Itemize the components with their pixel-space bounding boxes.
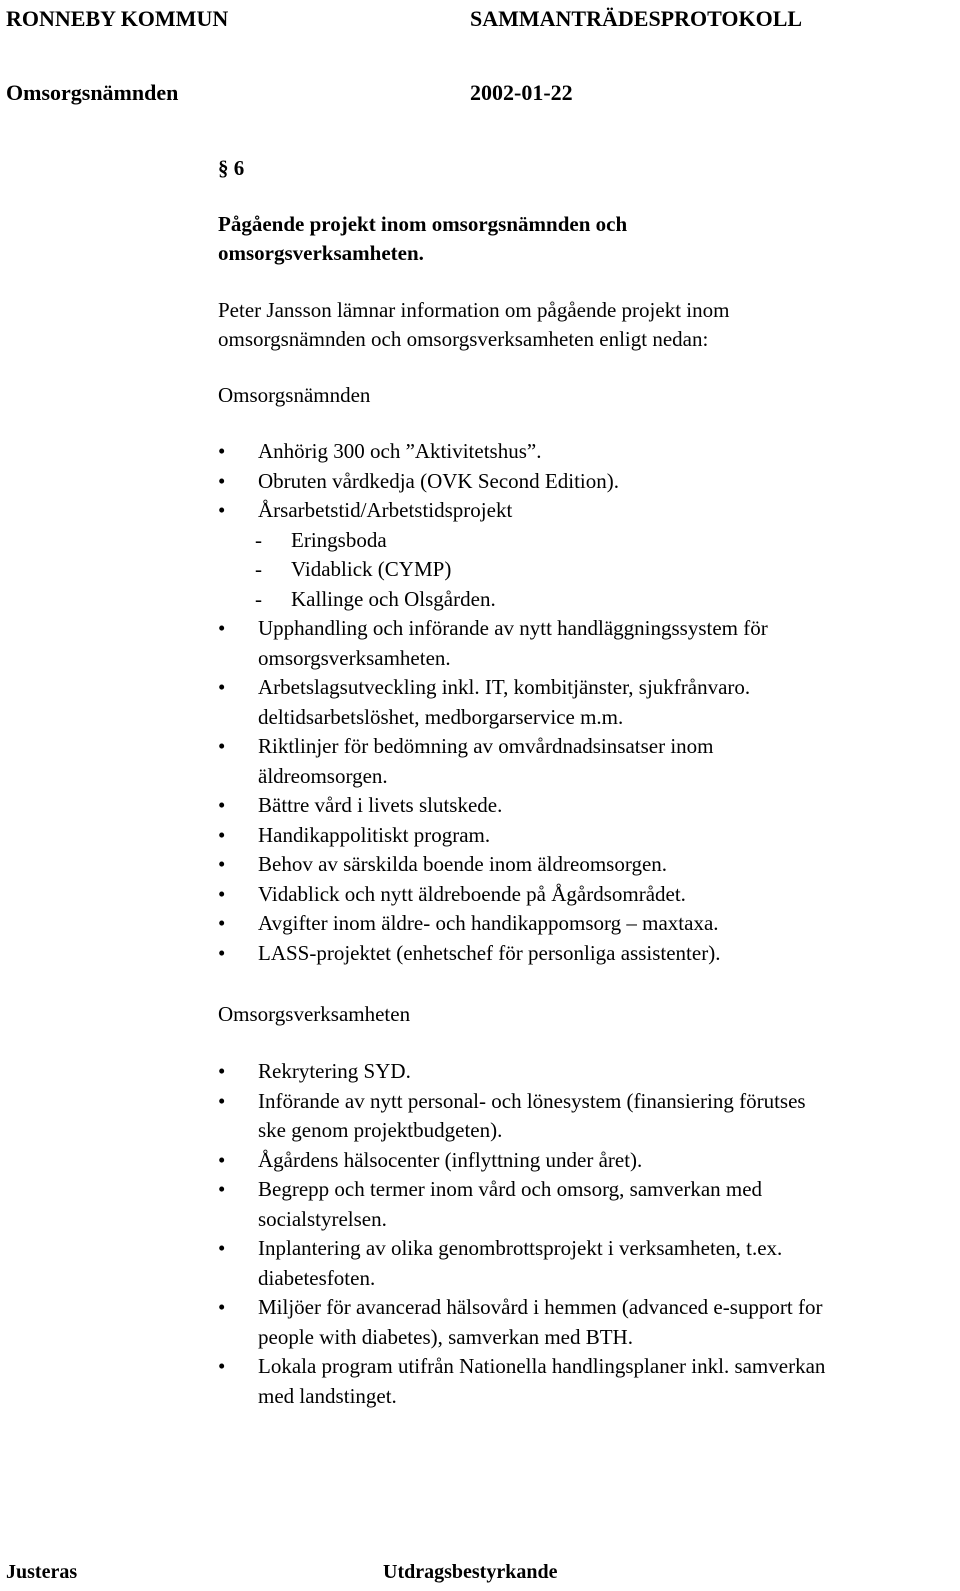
bullet-icon: • xyxy=(218,793,226,817)
list-item-text: äldreomsorgen. xyxy=(258,763,388,788)
intro-line-1: Peter Jansson lämnar information om pågående projekt inom xyxy=(218,298,730,322)
list-item-text: ske genom projektbudgeten). xyxy=(258,1118,503,1142)
list-item xyxy=(218,732,938,791)
list-item xyxy=(218,1146,938,1176)
list-item-text: Begrepp och termer inom vård och omsorg, samverkan med xyxy=(258,1177,763,1201)
sub-list-item xyxy=(218,526,938,556)
list-item-text: Riktlinjer för bedömning av omvårdnadsinsatser inom xyxy=(258,734,714,758)
sub-list-item-text: Vidablick (CYMP) xyxy=(291,557,452,581)
bullet-icon: • xyxy=(218,498,226,522)
sub-list xyxy=(218,526,938,615)
omsorgsverksamheten-project-list xyxy=(218,1057,938,1411)
list-item-text: people with diabetes), samverkan med BTH. xyxy=(258,1324,633,1349)
list-item xyxy=(218,880,938,910)
sub-list-item xyxy=(218,585,938,615)
footer-utdragsbestyrkande: Utdragsbestyrkande xyxy=(383,1561,558,1583)
bullet-icon: • xyxy=(218,734,226,758)
meeting-date: 2002-01-22 xyxy=(470,80,573,105)
dash-icon: - xyxy=(255,527,262,552)
list-item-text: Avgifter inom äldre- och handikappomsorg – maxtaxa. xyxy=(258,911,719,935)
sub-list-container xyxy=(218,526,938,615)
dash-icon: - xyxy=(255,586,262,611)
group-heading-omsorgsverksamheten: Omsorgsverksamheten xyxy=(218,1002,411,1026)
sub-list-item-text: Eringsboda xyxy=(291,527,387,552)
omsorgsnamnden-project-list xyxy=(218,437,938,968)
list-item-text: Inplantering av olika genombrottsprojekt i verksamheten, t.ex. xyxy=(258,1236,783,1260)
list-item xyxy=(218,791,938,821)
sub-list-item-text: Kallinge och Olsgården. xyxy=(291,586,496,611)
org-name: RONNEBY KOMMUN xyxy=(6,6,229,31)
list-item xyxy=(218,939,938,969)
bullet-icon: • xyxy=(218,940,226,965)
list-item-text: Anhörig 300 och ”Aktivitetshus”. xyxy=(258,439,542,463)
list-item-text: diabetesfoten. xyxy=(258,1265,376,1290)
bullet-icon: • xyxy=(218,1177,226,1201)
list-item xyxy=(218,1352,938,1411)
bullet-icon: • xyxy=(218,675,226,699)
list-item xyxy=(218,850,938,880)
list-item xyxy=(218,909,938,939)
list-item xyxy=(218,1087,938,1146)
list-item xyxy=(218,437,938,467)
paragraph-number: § 6 xyxy=(218,156,245,180)
list-item xyxy=(218,614,938,673)
list-item-text: Handikappolitiskt program. xyxy=(258,822,491,847)
list-item-text: Vidablick och nytt äldreboende på Ågårdsområdet. xyxy=(258,881,686,906)
bullet-icon: • xyxy=(218,439,226,463)
bullet-icon: • xyxy=(218,1059,226,1083)
list-item xyxy=(218,1057,938,1087)
list-item xyxy=(218,1175,938,1234)
bullet-icon: • xyxy=(218,1236,226,1260)
bullet-icon: • xyxy=(218,1295,226,1319)
list-item-text: Årsarbetstid/Arbetstidsprojekt xyxy=(258,498,513,522)
bullet-icon: • xyxy=(218,911,226,935)
section-title-line-2: omsorgsverksamheten. xyxy=(218,241,424,265)
list-item-text: Arbetslagsutveckling inkl. IT, kombitjänster, sjukfrånvaro. xyxy=(258,675,751,699)
bullet-icon: • xyxy=(218,852,226,876)
bullet-icon: • xyxy=(218,616,226,640)
bullet-icon: • xyxy=(218,1354,226,1378)
list-item-text: Bättre vård i livets slutskede. xyxy=(258,793,503,817)
intro-line-2: omsorgsnämnden och omsorgsverksamheten enligt nedan: xyxy=(218,327,709,351)
list-item-text: Behov av särskilda boende inom äldreomsorgen. xyxy=(258,852,668,876)
document-type: SAMMANTRÄDESPROTOKOLL xyxy=(470,6,803,31)
list-item-text: Lokala program utifrån Nationella handlingsplaner inkl. samverkan xyxy=(258,1354,826,1378)
sub-list-item xyxy=(218,555,938,585)
footer-justeras: Justeras xyxy=(6,1561,78,1583)
list-item-text: omsorgsverksamheten. xyxy=(258,645,451,670)
list-item-text: Upphandling och införande av nytt handläggningssystem för xyxy=(258,616,768,640)
list-item xyxy=(218,1234,938,1293)
committee-name: Omsorgsnämnden xyxy=(6,80,179,105)
list-item xyxy=(218,467,938,497)
section-title-line-1: Pågående projekt inom omsorgsnämnden och xyxy=(218,212,628,236)
list-item-text: deltidsarbetslöshet, medborgarservice m.m. xyxy=(258,704,624,729)
list-item-text: Obruten vårdkedja (OVK Second Edition). xyxy=(258,468,619,493)
list-item xyxy=(218,673,938,732)
list-item-text: Miljöer för avancerad hälsovård i hemmen (advanced e-support for xyxy=(258,1295,823,1319)
list-item-text: socialstyrelsen. xyxy=(258,1206,387,1231)
bullet-icon: • xyxy=(218,1147,226,1172)
list-item xyxy=(218,821,938,851)
dash-icon: - xyxy=(255,557,262,581)
list-item-text: Rekrytering SYD. xyxy=(258,1059,411,1083)
bullet-icon: • xyxy=(218,881,226,906)
list-item-text: Införande av nytt personal- och lönesystem (finansiering förutses xyxy=(258,1088,806,1113)
bullet-icon: • xyxy=(218,822,226,847)
bullet-icon: • xyxy=(218,468,226,493)
group-heading-omsorgsnamnden: Omsorgsnämnden xyxy=(218,383,371,407)
list-item xyxy=(218,1293,938,1352)
bullet-icon: • xyxy=(218,1088,226,1113)
list-item-text: med landstinget. xyxy=(258,1383,397,1408)
list-item-text: Ågårdens hälsocenter (inflyttning under året). xyxy=(258,1147,643,1172)
list-item-text: LASS-projektet (enhetschef för personliga assistenter). xyxy=(258,940,721,965)
list-item xyxy=(218,496,938,526)
